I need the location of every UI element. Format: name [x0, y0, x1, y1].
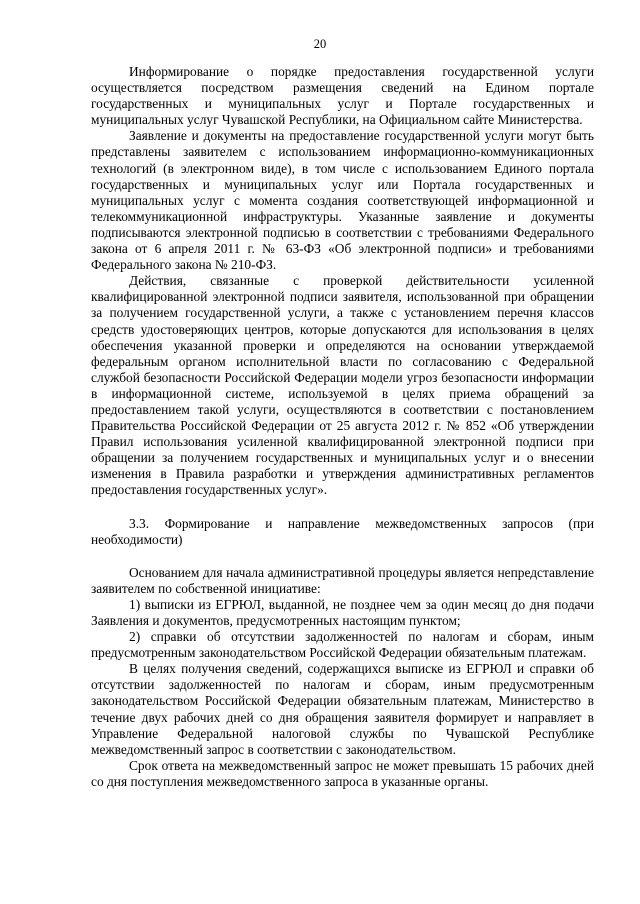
paragraph-informing: Информирование о порядке предоставления государственной услуги осуществляется посредством размещения сведений на Едином портале государственных и муниципальных услуг и Портале государственных и муниципальных услуг Чувашской Республики, на Официальном сайте Министерства. [91, 64, 594, 128]
paragraph-grounds: Основанием для начала административной процедуры является непредставление заявителем по собственной инициативе: [91, 564, 594, 596]
section-heading-3-3: 3.3. Формирование и направление межведомственных запросов (при необходимости) [91, 515, 594, 547]
list-item-1: 1) выписки из ЕГРЮЛ, выданной, не позднее чем за один месяц до дня подачи Заявления и документов, предусмотренных настоящим пунктом; [91, 596, 594, 628]
document-body [91, 64, 594, 790]
paragraph-signature-verification: Действия, связанные с проверкой действительности усиленной квалифицированной электронной подписи заявителя, использованной при обращении за получением государственной услуги, а также с установлением перечня классов средств удостоверяющих центров, которые допускаются для использования в целях обеспечения указанной проверки и определяются на основании утверждаемой федеральным органом исполнительной власти по согласованию с Федеральной службой безопасности Российской Федерации модели угроз безопасности информации в информационной системе, используемой в целях приема обращений за предоставлением такой услуги, осуществляются в соответствии с постановлением Правительства Российской Федерации от 25 августа 2012 г. № 852 «Об утверждении Правил использования усиленной квалифицированной электронной подписи при обращении за получением государственных и муниципальных услуг и о внесении изменения в Правила разработки и утверждения административных регламентов предоставления государственных услуг». [91, 273, 594, 498]
page-number: 20 [313, 37, 327, 51]
list-item-2: 2) справки об отсутствии задолженностей по налогам и сборам, иным предусмотренным законодательством Российской Федерации обязательным платежам. [91, 629, 594, 661]
paragraph-interagency-request: В целях получения сведений, содержащихся выписке из ЕГРЮЛ и справки об отсутствии задолженностей по налогам и сборам, иным предусмотренным законодательством Российской Федерации обязательным платежам, Министерство в течение двух рабочих дней со дня обращения заявителя формирует и направляет в Управление Федеральной налоговой службы по Чувашской Республике межведомственный запрос в соответствии с законодательством. [91, 661, 594, 757]
paragraph-response-deadline: Срок ответа на межведомственный запрос не может превышать 15 рабочих дней со дня поступления межведомственного запроса в указанные органы. [91, 757, 594, 789]
paragraph-electronic-submission: Заявление и документы на предоставление государственной услуги могут быть представлены заявителем с использованием информационно-коммуникационных технологий (в электронном виде), в том числе с использованием Единого портала государственных и муниципальных услуг или Портала государственных и муниципальных услуг с момента создания соответствующей информационной и телекоммуникационной инфраструктуры. Указанные заявление и документы подписываются электронной подписью в соответствии с требованиями Федерального закона от 6 апреля 2011 г. № 63-ФЗ «Об электронной подписи» и требованиями Федерального закона № 210-ФЗ. [91, 128, 594, 273]
